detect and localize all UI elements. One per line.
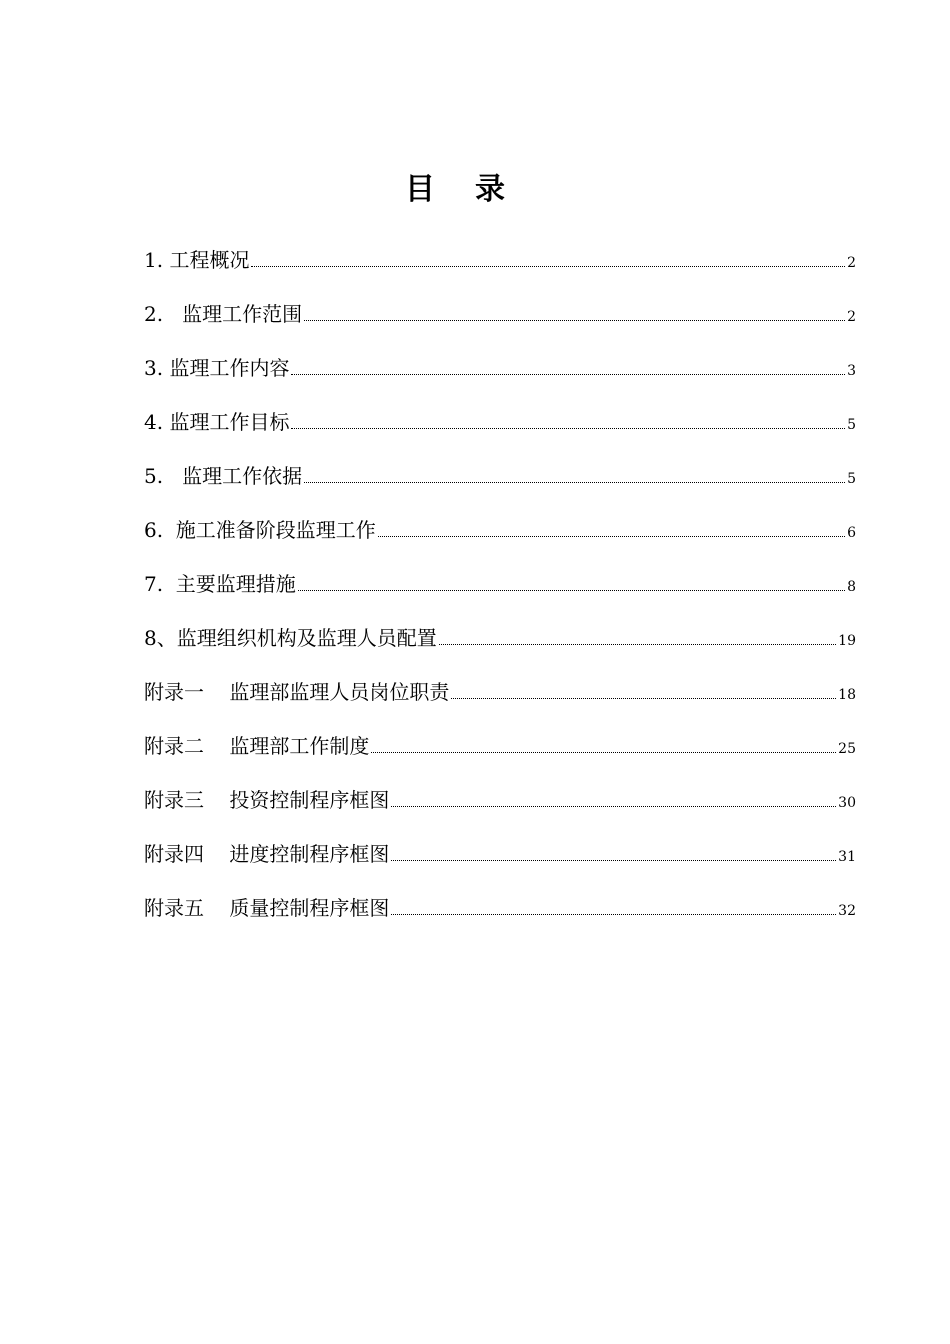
toc-entry-page: 8 — [847, 579, 856, 595]
toc-entry-label: 4. 监理工作目标 — [144, 410, 290, 434]
toc-entry-label: 附录三 投资控制程序框图 — [144, 788, 390, 812]
toc-entry-page: 25 — [838, 741, 856, 757]
toc-entry[interactable] — [144, 460, 856, 514]
toc-entry-label: 8、监理组织机构及监理人员配置 — [144, 626, 437, 650]
toc-entry[interactable] — [144, 676, 856, 730]
toc-entry-page: 2 — [847, 309, 856, 325]
dot-leader — [451, 697, 836, 699]
toc-entry-label: 附录一 监理部监理人员岗位职责 — [144, 680, 450, 704]
toc-entry[interactable] — [144, 352, 856, 406]
toc-entry-page: 30 — [838, 795, 856, 811]
toc-entry-page: 3 — [847, 363, 856, 379]
dot-leader — [291, 373, 845, 375]
toc-entry-page: 5 — [847, 471, 856, 487]
dot-leader — [378, 535, 845, 537]
dot-leader — [371, 751, 836, 753]
toc-entry-page: 18 — [838, 687, 856, 703]
toc-entry[interactable] — [144, 622, 856, 676]
dot-leader — [304, 319, 845, 321]
toc-entry-page: 31 — [838, 849, 856, 865]
toc-entry[interactable] — [144, 514, 856, 568]
toc-entry-label: 6. 施工准备阶段监理工作 — [144, 518, 376, 542]
toc-entry-label: 5. 监理工作依据 — [144, 464, 303, 488]
toc-entry-label: 3. 监理工作内容 — [144, 356, 290, 380]
toc-list — [144, 244, 856, 946]
toc-entry[interactable] — [144, 730, 856, 784]
toc-entry[interactable] — [144, 838, 856, 892]
toc-entry-label: 2. 监理工作范围 — [144, 302, 303, 326]
dot-leader — [391, 859, 836, 861]
dot-leader — [298, 589, 845, 591]
toc-entry-label: 1. 工程概况 — [144, 248, 250, 272]
dot-leader — [391, 913, 836, 915]
toc-entry-label: 附录五 质量控制程序框图 — [144, 896, 390, 920]
dot-leader — [251, 265, 845, 267]
toc-entry[interactable] — [144, 298, 856, 352]
toc-entry-page: 32 — [838, 903, 856, 919]
dot-leader — [291, 427, 845, 429]
dot-leader — [439, 643, 836, 645]
toc-entry-page: 5 — [847, 417, 856, 433]
toc-entry-label: 附录二 监理部工作制度 — [144, 734, 370, 758]
toc-entry-page: 6 — [847, 525, 856, 541]
toc-entry[interactable] — [144, 784, 856, 838]
toc-entry[interactable] — [144, 406, 856, 460]
toc-title: 目录 — [405, 172, 545, 207]
dot-leader — [391, 805, 836, 807]
toc-entry-label: 附录四 进度控制程序框图 — [144, 842, 390, 866]
toc-entry[interactable] — [144, 568, 856, 622]
toc-entry-page: 2 — [847, 255, 856, 271]
toc-entry-page: 19 — [838, 633, 856, 649]
toc-entry[interactable] — [144, 244, 856, 298]
toc-entry-label: 7. 主要监理措施 — [144, 572, 296, 596]
dot-leader — [304, 481, 845, 483]
toc-entry[interactable] — [144, 892, 856, 946]
